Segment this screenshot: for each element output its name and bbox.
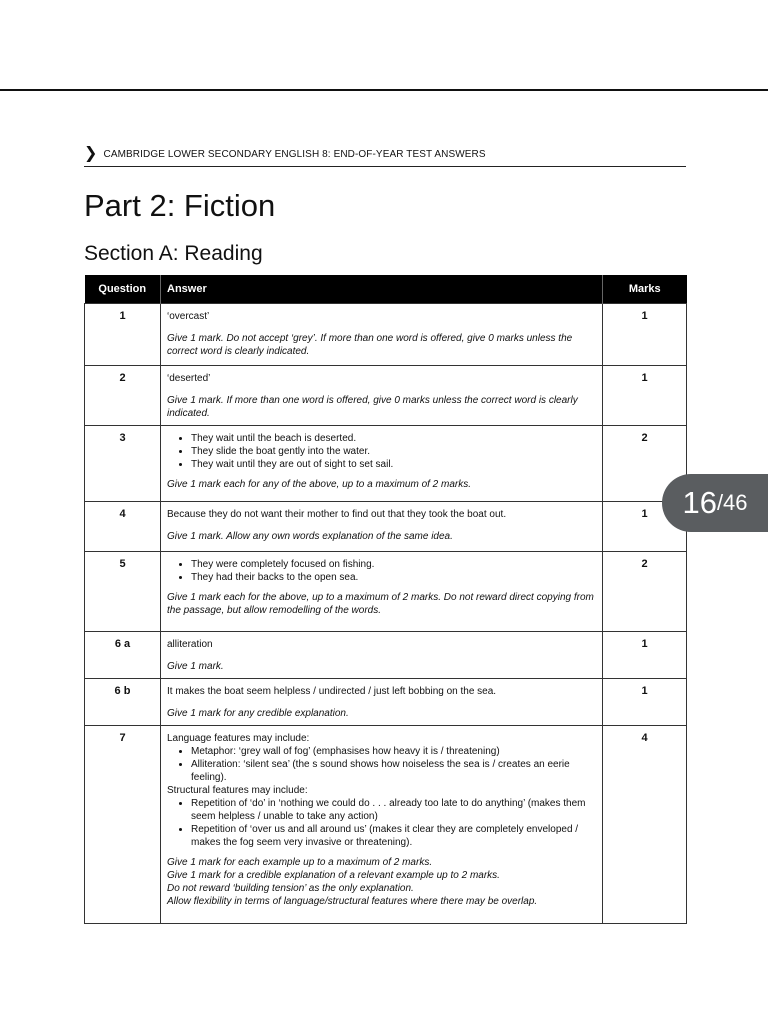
marks-value: 1: [603, 632, 687, 679]
marking-note: Give 1 mark each for any of the above, up to a maximum of 2 marks.: [167, 479, 472, 490]
bullet-item: • They had their backs to the open sea.: [191, 571, 596, 584]
chevron-right-icon: ❯: [84, 145, 98, 162]
current-page: 16: [682, 485, 717, 520]
marks-value: 2: [603, 426, 687, 502]
answer-bullets: [167, 432, 596, 471]
bullet-item: • Alliteration: ‘silent sea’ (the s sound shows how noiseless the sea is / creates an eerie feeling).: [191, 758, 596, 784]
marking-note: Give 1 mark.: [167, 661, 224, 672]
answer-bullets: [167, 558, 596, 584]
answer-cell: [161, 679, 603, 726]
answer-text: ‘deserted’: [167, 373, 211, 384]
marking-note: Give 1 mark. If more than one word is offered, give 0 marks unless the correct word is clearly indicated.: [167, 395, 578, 419]
marks-value: 1: [603, 304, 687, 366]
table-row: [85, 366, 687, 426]
answer-cell: [161, 552, 603, 632]
bullet-item: • They wait until they are out of sight to set sail.: [191, 458, 596, 471]
answer-cell: [161, 366, 603, 426]
header-question: Question: [85, 275, 161, 304]
marking-note: Give 1 mark for any credible explanation.: [167, 708, 349, 719]
answer-cell: [161, 726, 603, 924]
answer-text: alliteration: [167, 639, 213, 650]
bullet-item: • Metaphor: ‘grey wall of fog’ (emphasises how heavy it is / threatening): [191, 745, 596, 758]
bullet-item: • They were completely focused on fishing.: [191, 558, 596, 571]
marking-note: Give 1 mark. Do not accept ‘grey’. If more than one word is offered, give 0 marks unless the correct word is clearly indicated.: [167, 333, 573, 357]
structural-bullets: [167, 797, 596, 849]
question-number: 3: [85, 426, 161, 502]
header-answer: Answer: [161, 275, 603, 304]
language-features-intro: Language features may include:: [167, 733, 310, 744]
table-row: [85, 426, 687, 502]
marking-note: Give 1 mark for a credible explanation of a relevant example up to 2 marks.: [167, 870, 500, 881]
marks-value: 1: [603, 366, 687, 426]
running-header: [84, 142, 686, 167]
answer-cell: [161, 632, 603, 679]
bullet-item: • Repetition of ‘do’ in ‘nothing we could do . . . already too late to do anything’ (makes them seem helpless / unable to take any action): [191, 797, 596, 823]
question-number: 7: [85, 726, 161, 924]
question-number: 6 a: [85, 632, 161, 679]
table-row: [85, 552, 687, 632]
marking-note: Give 1 mark. Allow any own words explanation of the same idea.: [167, 531, 453, 542]
marking-note: Give 1 mark for each example up to a maximum of 2 marks.: [167, 857, 433, 868]
page-title: Part 2: Fiction: [84, 188, 276, 223]
page-counter-badge[interactable]: [662, 474, 768, 532]
table-row: [85, 679, 687, 726]
section-title: Section A: Reading: [84, 242, 263, 265]
answer-cell: [161, 502, 603, 552]
marks-value: 1: [603, 679, 687, 726]
marks-value: 1: [603, 502, 687, 552]
marking-note: Do not reward ‘building tension’ as the only explanation.: [167, 883, 414, 894]
answer-text: ‘overcast’: [167, 311, 210, 322]
table-row: [85, 502, 687, 552]
running-header-text: CAMBRIDGE LOWER SECONDARY ENGLISH 8: END-OF-YEAR TEST ANSWERS: [103, 148, 486, 160]
answer-cell: [161, 304, 603, 366]
answer-text: Because they do not want their mother to find out that they took the boat out.: [167, 509, 507, 520]
header-marks: Marks: [603, 275, 687, 304]
question-number: 5: [85, 552, 161, 632]
bullet-item: • They slide the boat gently into the water.: [191, 445, 596, 458]
marking-note: Give 1 mark each for the above, up to a maximum of 2 marks. Do not reward direct copying from the passage, but allow remodelling of the words.: [167, 592, 594, 616]
bullet-item: • They wait until the beach is deserted.: [191, 432, 596, 445]
question-number: 6 b: [85, 679, 161, 726]
marking-note: Allow flexibility in terms of language/structural features where there may be overlap.: [167, 896, 538, 907]
marks-value: 2: [603, 552, 687, 632]
language-bullets: [167, 745, 596, 784]
answers-table: [84, 275, 687, 924]
table-row: [85, 304, 687, 366]
table-header-row: [85, 275, 687, 304]
marks-value: 4: [603, 726, 687, 924]
bullet-item: • Repetition of ‘over us and all around us’ (makes it clear they are completely enveloped / makes the fog seem very invasive or threatening).: [191, 823, 596, 849]
table-row: [85, 726, 687, 924]
question-number: 1: [85, 304, 161, 366]
question-number: 2: [85, 366, 161, 426]
total-pages: /46: [716, 490, 748, 515]
top-divider: [0, 89, 768, 91]
question-number: 4: [85, 502, 161, 552]
structural-features-intro: Structural features may include:: [167, 785, 308, 796]
table-row: [85, 632, 687, 679]
answer-text: It makes the boat seem helpless / undirected / just left bobbing on the sea.: [167, 686, 497, 697]
answer-cell: [161, 426, 603, 502]
